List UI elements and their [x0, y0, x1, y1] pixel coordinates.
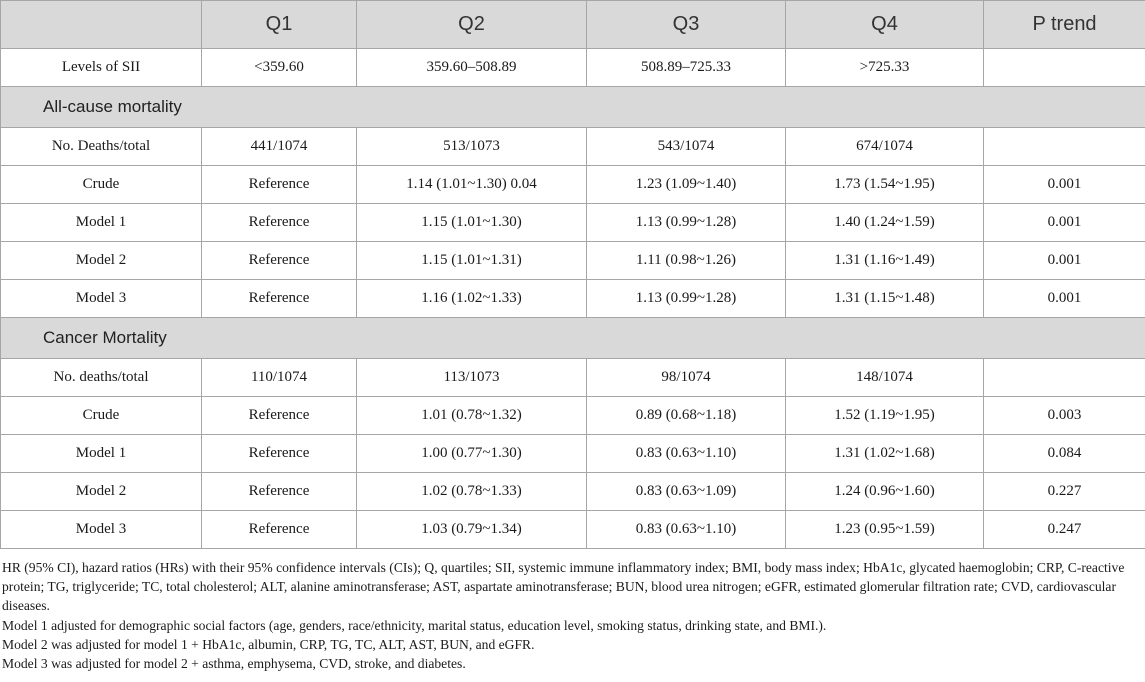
section-header-all-cause	[1, 87, 1145, 128]
table-cell: Model 1	[1, 435, 202, 473]
header-cell: Q3	[587, 1, 786, 49]
table-cell: 1.16 (1.02~1.33)	[357, 280, 587, 318]
table-cell: 1.00 (0.77~1.30)	[357, 435, 587, 473]
header-cell: P trend	[984, 1, 1145, 49]
table-row	[1, 280, 1145, 318]
table-cell: 1.13 (0.99~1.28)	[587, 280, 786, 318]
levels-row	[1, 49, 1145, 87]
table-cell: Crude	[1, 397, 202, 435]
table-cell: 1.01 (0.78~1.32)	[357, 397, 587, 435]
table-cell: 110/1074	[202, 359, 357, 397]
table-cell: 1.52 (1.19~1.95)	[786, 397, 984, 435]
table-cell: 0.83 (0.63~1.10)	[587, 511, 786, 549]
table-cell: Model 2	[1, 473, 202, 511]
table-cell: 674/1074	[786, 128, 984, 166]
table-cell: 1.03 (0.79~1.34)	[357, 511, 587, 549]
table-cell: 359.60–508.89	[357, 49, 587, 87]
table-cell: 0.003	[984, 397, 1145, 435]
header-cell: Q4	[786, 1, 984, 49]
table-cell: 1.23 (0.95~1.59)	[786, 511, 984, 549]
footnote-abbreviations: HR (95% CI), hazard ratios (HRs) with their 95% confidence intervals (CIs); Q, quartiles; SII, systemic immune inflammatory index; BMI, body mass index; HbA1c, glycated haemoglobin; CRP, C-reactive protein; TG, triglyceride; TC, total cholesterol; ALT, alanine aminotransferase; AST, aspartate aminotransferase; BUN, blood urea nitrogen; eGFR, estimated glomerular filtration rate; CVD, cardiovascular diseases.	[2, 560, 1125, 614]
section-title: All-cause mortality	[1, 87, 1145, 128]
table-cell: 148/1074	[786, 359, 984, 397]
table-cell: 0.83 (0.63~1.09)	[587, 473, 786, 511]
table-cell: 0.247	[984, 511, 1145, 549]
section-header-cancer	[1, 318, 1145, 359]
table-cell: Crude	[1, 166, 202, 204]
table-cell: Reference	[202, 397, 357, 435]
table-cell: No. deaths/total	[1, 359, 202, 397]
table-cell: 0.89 (0.68~1.18)	[587, 397, 786, 435]
table-cell: Reference	[202, 280, 357, 318]
table-cell: Levels of SII	[1, 49, 202, 87]
table-cell: Reference	[202, 435, 357, 473]
table-row	[1, 397, 1145, 435]
table-cell	[984, 359, 1145, 397]
table-cell: 1.11 (0.98~1.26)	[587, 242, 786, 280]
table-cell: 1.73 (1.54~1.95)	[786, 166, 984, 204]
header-row	[1, 1, 1145, 49]
table-cell: 1.40 (1.24~1.59)	[786, 204, 984, 242]
header-cell	[1, 1, 202, 49]
table-cell: 513/1073	[357, 128, 587, 166]
table-row	[1, 204, 1145, 242]
table-cell: 1.14 (1.01~1.30) 0.04	[357, 166, 587, 204]
table-cell: Model 3	[1, 280, 202, 318]
table-cell: 1.23 (1.09~1.40)	[587, 166, 786, 204]
table-cell: 0.001	[984, 166, 1145, 204]
table-cell: 1.31 (1.02~1.68)	[786, 435, 984, 473]
table-cell: Reference	[202, 166, 357, 204]
table-cell: <359.60	[202, 49, 357, 87]
table-row	[1, 359, 1145, 397]
table-cell: Model 2	[1, 242, 202, 280]
header-cell: Q1	[202, 1, 357, 49]
table-cell: 0.227	[984, 473, 1145, 511]
table-cell: Reference	[202, 511, 357, 549]
table-cell: 543/1074	[587, 128, 786, 166]
section-title: Cancer Mortality	[1, 318, 1145, 359]
header-cell: Q2	[357, 1, 587, 49]
table-cell: 0.83 (0.63~1.10)	[587, 435, 786, 473]
table-cell: 113/1073	[357, 359, 587, 397]
table-cell: 1.15 (1.01~1.31)	[357, 242, 587, 280]
table-cell	[984, 128, 1145, 166]
table-row	[1, 435, 1145, 473]
table-cell	[984, 49, 1145, 87]
table-cell: 508.89–725.33	[587, 49, 786, 87]
table-cell: 98/1074	[587, 359, 786, 397]
footnote-model-3: Model 3 was adjusted for model 2 + asthma, emphysema, CVD, stroke, and diabetes.	[2, 656, 466, 672]
footnote-model-2: Model 2 was adjusted for model 1 + HbA1c, albumin, CRP, TG, TC, ALT, AST, BUN, and eGFR.	[2, 636, 535, 652]
table-cell: 1.13 (0.99~1.28)	[587, 204, 786, 242]
table-cell: No. Deaths/total	[1, 128, 202, 166]
table-cell: 1.31 (1.15~1.48)	[786, 280, 984, 318]
table-cell: 0.001	[984, 280, 1145, 318]
table-row	[1, 128, 1145, 166]
footnote-model-1: Model 1 adjusted for demographic social factors (age, genders, race/ethnicity, marital status, education level, smoking status, drinking state, and BMI.).	[2, 617, 827, 633]
table-cell: 1.31 (1.16~1.49)	[786, 242, 984, 280]
table-cell: Reference	[202, 204, 357, 242]
table-cell: 441/1074	[202, 128, 357, 166]
table-cell: 1.02 (0.78~1.33)	[357, 473, 587, 511]
table-footnotes	[0, 558, 1137, 673]
table-cell: 0.001	[984, 242, 1145, 280]
table-cell: 0.084	[984, 435, 1145, 473]
table-cell: 1.15 (1.01~1.30)	[357, 204, 587, 242]
table-cell: Model 1	[1, 204, 202, 242]
table-cell: Model 3	[1, 511, 202, 549]
table-cell: 1.24 (0.96~1.60)	[786, 473, 984, 511]
table-row	[1, 166, 1145, 204]
table-row	[1, 511, 1145, 549]
table-cell: >725.33	[786, 49, 984, 87]
table-cell: 0.001	[984, 204, 1145, 242]
table-row	[1, 242, 1145, 280]
table-cell: Reference	[202, 473, 357, 511]
table-cell: Reference	[202, 242, 357, 280]
table-row	[1, 473, 1145, 511]
